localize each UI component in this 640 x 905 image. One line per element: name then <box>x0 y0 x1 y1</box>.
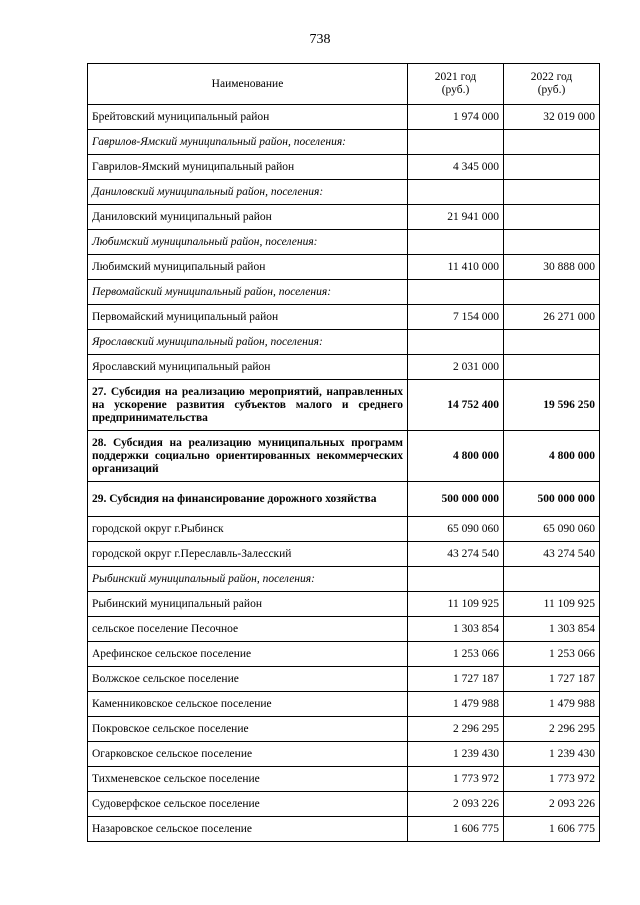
row-name: городской округ г.Рыбинск <box>88 517 408 542</box>
row-value-2022: 2 296 295 <box>504 717 600 742</box>
row-value-2022: 1 773 972 <box>504 767 600 792</box>
table-row <box>88 542 600 567</box>
row-name: Огарковское сельское поселение <box>88 742 408 767</box>
row-value-2021 <box>408 180 504 205</box>
table-row <box>88 105 600 130</box>
row-value-2022 <box>504 330 600 355</box>
row-name: Даниловский муниципальный район, поселения: <box>88 180 408 205</box>
row-value-2021: 11 109 925 <box>408 592 504 617</box>
row-name: Рыбинский муниципальный район <box>88 592 408 617</box>
row-name: сельское поселение Песочное <box>88 617 408 642</box>
row-value-2022 <box>504 280 600 305</box>
row-value-2021 <box>408 130 504 155</box>
row-value-2021: 1 974 000 <box>408 105 504 130</box>
table-row <box>88 667 600 692</box>
row-value-2022: 30 888 000 <box>504 255 600 280</box>
row-name: Первомайский муниципальный район, поселения: <box>88 280 408 305</box>
row-value-2021: 1 773 972 <box>408 767 504 792</box>
row-name: Судоверфское сельское поселение <box>88 792 408 817</box>
row-value-2022: 19 596 250 <box>504 380 600 431</box>
row-name: Первомайский муниципальный район <box>88 305 408 330</box>
row-value-2022: 65 090 060 <box>504 517 600 542</box>
row-value-2022: 2 093 226 <box>504 792 600 817</box>
row-value-2021: 2 093 226 <box>408 792 504 817</box>
row-name: 28. Субсидия на реализацию муниципальных программ поддержки социально ориентированных некоммерческих организаций <box>88 431 408 482</box>
row-name: городской округ г.Переславль-Залесский <box>88 542 408 567</box>
table-row <box>88 155 600 180</box>
row-value-2021: 1 239 430 <box>408 742 504 767</box>
table-row <box>88 517 600 542</box>
row-value-2022 <box>504 205 600 230</box>
row-name: Назаровское сельское поселение <box>88 817 408 842</box>
group-heading-row <box>88 567 600 592</box>
row-value-2022 <box>504 567 600 592</box>
row-name: Гаврилов-Ямский муниципальный район, поселения: <box>88 130 408 155</box>
row-value-2021: 65 090 060 <box>408 517 504 542</box>
row-value-2021: 7 154 000 <box>408 305 504 330</box>
table-row <box>88 642 600 667</box>
table-row <box>88 692 600 717</box>
row-name: Волжское сельское поселение <box>88 667 408 692</box>
row-name: Ярославский муниципальный район, поселения: <box>88 330 408 355</box>
row-name: 29. Субсидия на финансирование дорожного хозяйства <box>88 482 408 517</box>
group-heading-row <box>88 230 600 255</box>
table-row <box>88 355 600 380</box>
row-name: Рыбинский муниципальный район, поселения: <box>88 567 408 592</box>
group-heading-row <box>88 130 600 155</box>
group-heading-row <box>88 280 600 305</box>
row-value-2021: 1 303 854 <box>408 617 504 642</box>
subsidy-table <box>87 63 600 842</box>
row-value-2021: 11 410 000 <box>408 255 504 280</box>
table-row <box>88 205 600 230</box>
table-row <box>88 742 600 767</box>
row-name: 27. Субсидия на реализацию мероприятий, направленных на ускорение развития субъектов малого и среднего предпринимательства <box>88 380 408 431</box>
row-value-2022: 43 274 540 <box>504 542 600 567</box>
row-name: Гаврилов-Ямский муниципальный район <box>88 155 408 180</box>
row-value-2022: 1 303 854 <box>504 617 600 642</box>
table-body <box>88 105 600 842</box>
row-value-2021 <box>408 280 504 305</box>
row-value-2021 <box>408 567 504 592</box>
row-value-2021: 1 727 187 <box>408 667 504 692</box>
table-row <box>88 617 600 642</box>
row-value-2022 <box>504 230 600 255</box>
row-value-2022: 1 606 775 <box>504 817 600 842</box>
table-row <box>88 305 600 330</box>
table-row <box>88 380 600 431</box>
row-value-2022: 11 109 925 <box>504 592 600 617</box>
row-value-2021: 1 606 775 <box>408 817 504 842</box>
header-name: Наименование <box>88 64 408 105</box>
row-name: Каменниковское сельское поселение <box>88 692 408 717</box>
row-value-2022 <box>504 130 600 155</box>
header-2022: 2022 год (руб.) <box>504 64 600 105</box>
row-value-2021: 2 296 295 <box>408 717 504 742</box>
table-row <box>88 482 600 517</box>
row-value-2022 <box>504 155 600 180</box>
row-value-2021: 500 000 000 <box>408 482 504 517</box>
row-value-2021: 21 941 000 <box>408 205 504 230</box>
table-row <box>88 792 600 817</box>
group-heading-row <box>88 330 600 355</box>
row-name: Арефинское сельское поселение <box>88 642 408 667</box>
table-row <box>88 592 600 617</box>
row-value-2021 <box>408 230 504 255</box>
row-name: Ярославский муниципальный район <box>88 355 408 380</box>
row-value-2022: 32 019 000 <box>504 105 600 130</box>
row-value-2022: 1 239 430 <box>504 742 600 767</box>
row-value-2022 <box>504 180 600 205</box>
row-value-2022: 1 479 988 <box>504 692 600 717</box>
row-value-2022: 500 000 000 <box>504 482 600 517</box>
row-value-2022: 26 271 000 <box>504 305 600 330</box>
row-name: Тихменевское сельское поселение <box>88 767 408 792</box>
row-name: Покровское сельское поселение <box>88 717 408 742</box>
row-value-2021 <box>408 330 504 355</box>
row-value-2021: 4 800 000 <box>408 431 504 482</box>
row-value-2021: 14 752 400 <box>408 380 504 431</box>
row-name: Любимский муниципальный район, поселения: <box>88 230 408 255</box>
row-value-2021: 2 031 000 <box>408 355 504 380</box>
table-row <box>88 431 600 482</box>
row-value-2022: 1 727 187 <box>504 667 600 692</box>
table-row <box>88 767 600 792</box>
table-row <box>88 717 600 742</box>
row-value-2021: 4 345 000 <box>408 155 504 180</box>
page-number: 738 <box>309 32 331 47</box>
group-heading-row <box>88 180 600 205</box>
row-value-2021: 1 479 988 <box>408 692 504 717</box>
row-name: Даниловский муниципальный район <box>88 205 408 230</box>
row-value-2021: 43 274 540 <box>408 542 504 567</box>
row-value-2022 <box>504 355 600 380</box>
table-header-row <box>88 64 600 105</box>
row-value-2021: 1 253 066 <box>408 642 504 667</box>
row-value-2022: 1 253 066 <box>504 642 600 667</box>
row-name: Брейтовский муниципальный район <box>88 105 408 130</box>
header-2021: 2021 год (руб.) <box>408 64 504 105</box>
table-row <box>88 255 600 280</box>
table-row <box>88 817 600 842</box>
row-name: Любимский муниципальный район <box>88 255 408 280</box>
row-value-2022: 4 800 000 <box>504 431 600 482</box>
